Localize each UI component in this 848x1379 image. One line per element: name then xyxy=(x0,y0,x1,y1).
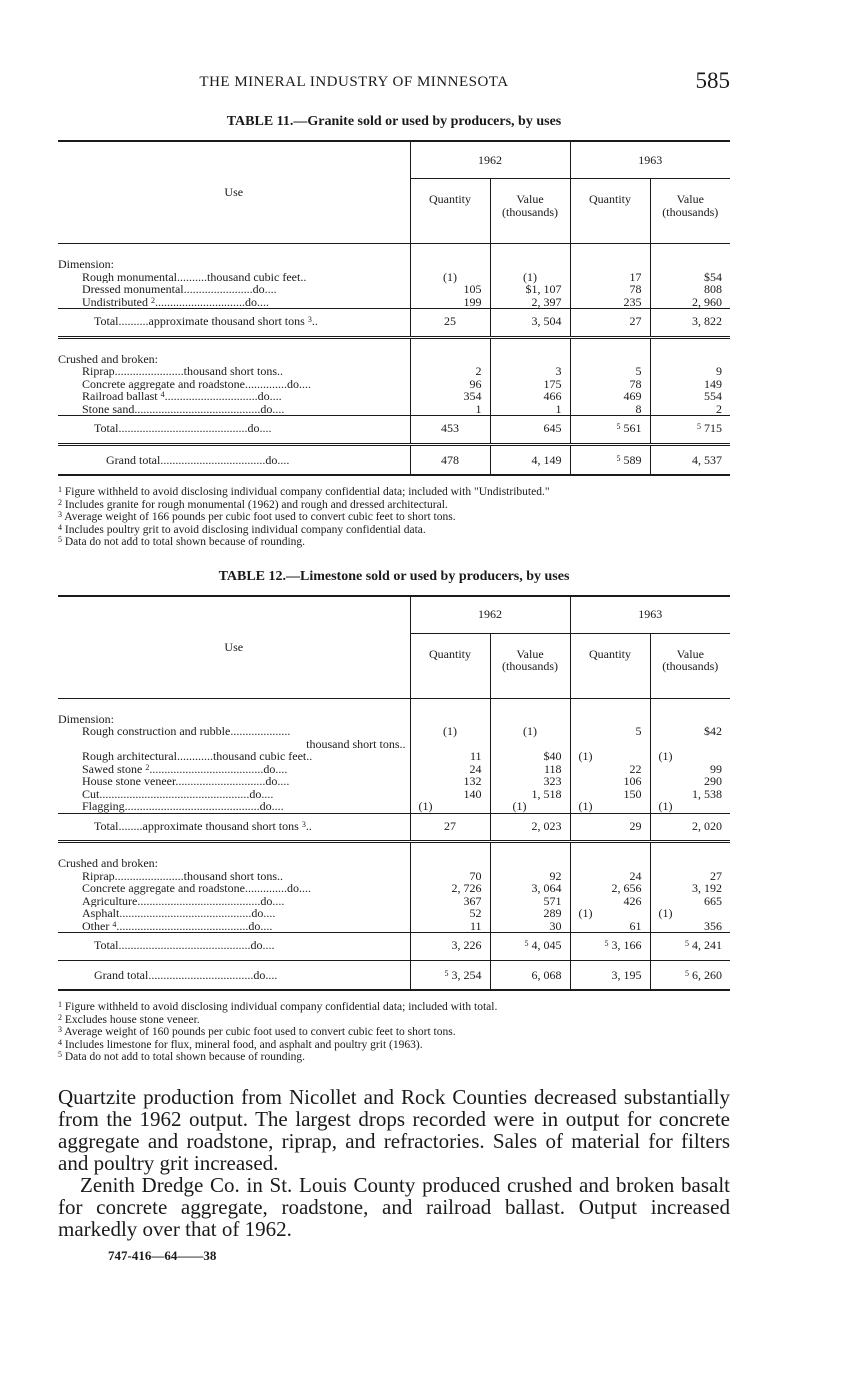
table-row: Riprap.......................thousand short tons.. 2 3 5 9 xyxy=(58,365,730,378)
cell: 140 xyxy=(463,786,482,801)
cell: 4, 149 xyxy=(531,452,562,467)
table-row: Rough construction and rubble.................... (1) (1) 5 $42 xyxy=(58,725,730,738)
row-label: Railroad ballast xyxy=(82,390,158,403)
cell: 149 xyxy=(704,376,722,391)
row-label: Flagging xyxy=(82,800,125,813)
cell: 2, 397 xyxy=(531,294,562,309)
row-label: Cut xyxy=(82,787,100,800)
footnote-ref: 4 xyxy=(160,390,165,399)
cell: 27 xyxy=(629,314,642,328)
cell: 3, 254 xyxy=(451,967,482,982)
cell: 356 xyxy=(704,918,722,933)
cell: (1) xyxy=(658,799,673,813)
row-unit: do xyxy=(248,919,261,933)
table-row xyxy=(58,698,730,725)
footnote: $^4$ Includes poultry grit to avoid disclosing individual company confidential data. xyxy=(58,522,426,536)
cell: 2 xyxy=(716,401,722,416)
table-12 xyxy=(58,595,730,992)
footnote: $^2$ Excludes house stone veneer. xyxy=(58,1012,200,1026)
cell: 571 xyxy=(543,893,562,908)
footnote: $^3$ Average weight of 166 pounds per cubic foot used to convert cubic feet to short tons. xyxy=(58,510,456,523)
table-row: Concrete aggregate and roadstone..............do.... 2, 726 3, 064 2, 656 3, 192 xyxy=(58,882,730,895)
row-label: Rough construction and rubble xyxy=(82,725,231,738)
cell: 3 xyxy=(555,364,562,378)
cell: 554 xyxy=(704,389,722,403)
cell: 22 xyxy=(629,761,642,776)
row-unit: do xyxy=(265,452,278,467)
section-label: Dimension: xyxy=(58,257,114,271)
cell: 132 xyxy=(463,774,482,788)
cell: 561 xyxy=(623,421,642,435)
paragraph: Zenith Dredge Co. in St. Louis County produced crushed and broken basalt for concrete aggregate, roadstone, and railroad ballast. Output increased markedly over that of 1962. xyxy=(58,1172,730,1241)
running-head-title: THE MINERAL INDUSTRY OF MINNESOTA xyxy=(199,74,509,90)
footnote-ref: 5 xyxy=(524,939,529,948)
footnote: $^5$ Data do not add to total shown because of rounding. xyxy=(58,535,306,548)
table-11-header-use: Use xyxy=(58,141,410,244)
cell: 17 xyxy=(629,269,642,284)
cell: 589 xyxy=(623,452,642,467)
row-label: Total xyxy=(94,818,119,833)
cell: 27 xyxy=(710,868,722,883)
footnote: $^3$ Average weight of 160 pounds per cubic foot used to convert cubic feet to short tons. xyxy=(58,1025,456,1038)
cell: 27 xyxy=(444,818,456,833)
row-label: House stone veneer xyxy=(82,775,176,788)
table-row-total: Total...........................................do.... 453 645 $^5$ 561 $^5$ 715 xyxy=(58,416,730,445)
table-row: thousand short tons.. xyxy=(58,738,730,751)
row-unit: do xyxy=(245,295,257,309)
row-label: Asphalt xyxy=(82,907,120,920)
cell: 235 xyxy=(623,294,642,309)
table-row xyxy=(58,244,730,271)
cell: 323 xyxy=(543,774,562,788)
row-label: Sawed stone xyxy=(82,762,143,775)
table-row: Stone sand..........................................do.... 1 1 8 2 xyxy=(58,403,730,416)
row-unit: do xyxy=(259,800,272,813)
row-label: Grand total xyxy=(94,967,149,982)
cell: (1) xyxy=(418,799,433,813)
row-unit: do xyxy=(252,283,265,296)
table-row: Agriculture.........................................do.... 367 571 426 665 xyxy=(58,895,730,908)
footnote-ref: 5 xyxy=(685,939,689,948)
cell: 78 xyxy=(629,282,642,296)
footnote-ref: 3 xyxy=(307,315,312,324)
cell: 715 xyxy=(704,421,722,435)
cell: 466 xyxy=(543,389,562,403)
table-11-header-value: Value (thousands) xyxy=(490,179,570,244)
table-row: Concrete aggregate and roadstone..............do.... 96 175 78 149 xyxy=(58,378,730,391)
cell: 6, 068 xyxy=(531,967,562,982)
cell: 118 xyxy=(543,761,562,776)
cell: (1) xyxy=(443,724,457,738)
row-unit: do xyxy=(257,390,270,403)
cell: 354 xyxy=(463,389,482,403)
cell: 665 xyxy=(704,893,722,908)
table-row: Rough monumental..........thousand cubic feet.. (1) (1) 17 $54 xyxy=(58,271,730,284)
footnote-ref: 5 xyxy=(444,968,449,978)
table-11-header-1963: 1963 xyxy=(570,141,730,179)
cell: $1, 107 xyxy=(525,282,562,296)
cell: $42 xyxy=(704,724,722,738)
table-11-title: TABLE 11.—Granite sold or used by producers, by uses xyxy=(226,114,562,129)
cell: 6, 260 xyxy=(692,967,722,982)
cell: 25 xyxy=(444,314,456,328)
section-label: Crushed and broken: xyxy=(58,351,158,365)
cell: (1) xyxy=(523,269,537,284)
row-label: Dressed monumental xyxy=(82,283,184,296)
cell: 4, 045 xyxy=(531,938,562,952)
cell: 150 xyxy=(623,786,642,801)
cell: 2, 726 xyxy=(451,881,482,895)
table-12-footnotes xyxy=(58,1001,730,1064)
footnote-ref: 5 xyxy=(604,939,609,948)
cell: 24 xyxy=(469,761,482,776)
table-12-header-quantity: Quantity xyxy=(570,633,650,698)
table-row-grand-total: Grand total...................................do.... $^5$ 3, 254 6, 068 3, 195 $^5$ 6, 260 xyxy=(58,960,730,990)
cell: 3, 504 xyxy=(531,314,562,328)
cell: 61 xyxy=(629,918,642,933)
row-unit: thousand short tons xyxy=(306,737,400,750)
row-unit: do xyxy=(263,762,276,775)
table-row: Other $^4$............................................do.... 11 30 61 356 xyxy=(58,920,730,933)
cell: 1, 538 xyxy=(692,786,722,801)
footnote-ref: 2 xyxy=(145,762,150,772)
row-unit: do xyxy=(250,938,263,952)
table-row-grand-total: Grand total...................................do.... 478 4, 149 $^5$ 589 4, 537 xyxy=(58,444,730,475)
cell: 453 xyxy=(441,421,459,435)
cell: 29 xyxy=(629,818,642,833)
cell: $54 xyxy=(704,269,722,284)
footnote: $^5$ Data do not add to total shown because of rounding. xyxy=(58,1050,306,1063)
document-page xyxy=(58,68,730,1264)
cell: 3, 226 xyxy=(451,938,482,952)
cell: 478 xyxy=(441,452,459,467)
cell: 52 xyxy=(469,906,482,920)
table-row: Undistributed $^2$..............................do.... 199 2, 397 235 2, 960 xyxy=(58,296,730,309)
row-label: Total xyxy=(94,938,119,952)
table-11-header-1962: 1962 xyxy=(410,141,570,179)
table-12-header-1962: 1962 xyxy=(410,596,570,634)
body-text xyxy=(58,1086,730,1240)
footnote-ref: 5 xyxy=(685,968,689,978)
cell: 5 xyxy=(635,364,642,378)
cell: (1) xyxy=(512,799,527,813)
cell: 8 xyxy=(635,401,642,416)
row-unit: do xyxy=(253,967,266,982)
row-unit: thousand short tons xyxy=(183,365,278,378)
cell: 30 xyxy=(549,918,562,933)
row-label: Other xyxy=(82,919,110,933)
row-unit: do xyxy=(260,894,273,907)
table-12-title: TABLE 12.—Limestone sold or used by producers, by uses xyxy=(218,568,570,584)
table-12-header-value: Value (thousands) xyxy=(650,633,730,698)
table-row xyxy=(58,842,730,870)
cell: (1) xyxy=(578,799,593,813)
cell: 1 xyxy=(475,401,482,416)
row-label: Riprap xyxy=(82,869,115,882)
footnote-ref: 5 xyxy=(616,453,621,463)
section-label: Dimension: xyxy=(58,711,114,725)
cell: 24 xyxy=(629,868,642,883)
cell: 3, 195 xyxy=(611,967,642,982)
row-unit: do xyxy=(286,882,299,895)
cell: 175 xyxy=(543,376,562,391)
row-label: Rough monumental xyxy=(82,270,177,283)
cell: 2, 023 xyxy=(531,818,562,833)
cell: 4, 537 xyxy=(692,452,722,467)
cell: 96 xyxy=(469,376,482,391)
cell: 106 xyxy=(623,774,642,788)
cell: (1) xyxy=(578,749,593,763)
cell: 11 xyxy=(469,918,482,933)
row-label: Agriculture xyxy=(82,894,138,907)
table-11-header-quantity: Quantity xyxy=(410,179,490,244)
cell: 2, 656 xyxy=(611,881,642,895)
table-row-total: Total..........approximate thousand short tons $^3$.. 25 3, 504 27 3, 822 xyxy=(58,309,730,338)
cell: 70 xyxy=(469,868,482,883)
footnote-ref: 4 xyxy=(112,919,117,929)
row-unit: approximate thousand short tons xyxy=(148,314,305,328)
cell: (1) xyxy=(658,906,673,920)
cell: 92 xyxy=(549,868,562,883)
row-label: Grand total xyxy=(106,452,161,467)
table-row: Riprap.......................thousand short tons.. 70 92 24 27 xyxy=(58,870,730,883)
cell: $40 xyxy=(543,749,562,763)
cell: 645 xyxy=(543,421,562,435)
table-row: Asphalt............................................do.... 52 289 (1) (1) xyxy=(58,907,730,920)
row-label: Total xyxy=(94,421,119,435)
footnote: $^1$ Figure withheld to avoid disclosing individual company confidential data; included with total. xyxy=(58,1000,498,1013)
print-code: 747-416—64——38 xyxy=(108,1247,217,1263)
row-unit: do xyxy=(247,421,260,435)
cell: 99 xyxy=(710,761,722,776)
cell: 78 xyxy=(629,376,642,391)
row-unit: do xyxy=(265,775,278,788)
table-row xyxy=(58,337,730,365)
row-unit: approximate thousand short tons xyxy=(142,818,299,833)
cell: 4, 241 xyxy=(692,938,722,952)
table-row: Sawed stone $^2$......................................do.... 24 118 22 99 xyxy=(58,763,730,776)
row-unit: thousand cubic feet xyxy=(207,270,301,283)
footnote: $^4$ Includes limestone for flux, mineral food, and asphalt and poultry grit (1963). xyxy=(58,1037,423,1051)
cell: 3, 822 xyxy=(692,314,722,328)
footnote-ref: 5 xyxy=(697,422,701,431)
footnote-ref: 3 xyxy=(301,819,306,829)
table-11-header-value: Value (thousands) xyxy=(650,179,730,244)
table-11-header-quantity: Quantity xyxy=(570,179,650,244)
row-label: Concrete aggregate and roadstone xyxy=(82,882,245,895)
table-row: Dressed monumental.......................do.... 105 $1, 107 78 808 xyxy=(58,283,730,296)
cell: (1) xyxy=(523,724,537,738)
page-number: 585 xyxy=(695,68,730,93)
row-unit: thousand cubic feet xyxy=(212,750,307,763)
cell: 3, 192 xyxy=(692,881,722,895)
row-unit: do xyxy=(249,787,262,800)
footnote: $^2$ Includes granite for rough monumental (1962) and rough and dressed architectural. xyxy=(58,497,448,511)
row-label: Riprap xyxy=(82,365,115,378)
cell: 1 xyxy=(555,401,562,416)
cell: 1, 518 xyxy=(531,786,562,801)
cell: 105 xyxy=(463,282,482,296)
cell: 3, 166 xyxy=(611,938,642,952)
cell: 808 xyxy=(704,282,722,296)
cell: 5 xyxy=(635,724,642,738)
section-label: Crushed and broken: xyxy=(58,856,158,870)
table-row: Cut..................................................do.... 140 1, 518 150 1, 538 xyxy=(58,788,730,801)
row-label: Rough architectural xyxy=(82,750,177,763)
cell: 2, 960 xyxy=(692,294,722,309)
cell: 2, 020 xyxy=(692,818,722,833)
table-12-header-value: Value (thousands) xyxy=(490,633,570,698)
row-unit: do xyxy=(286,377,299,390)
cell: 289 xyxy=(543,906,562,920)
row-label: Undistributed xyxy=(82,295,148,309)
row-unit: do xyxy=(251,907,264,920)
table-11 xyxy=(58,140,730,476)
table-row: Flagging.............................................do.... (1) (1) (1) (1) xyxy=(58,800,730,813)
table-row: House stone veneer..............................do.... 132 323 106 290 xyxy=(58,775,730,788)
table-row: Railroad ballast $^4$...............................do.... 354 466 469 554 xyxy=(58,390,730,403)
table-12-header-quantity: Quantity xyxy=(410,633,490,698)
row-label: Stone sand xyxy=(82,402,135,416)
table-12-header-1963: 1963 xyxy=(570,596,730,634)
cell: 2 xyxy=(475,364,482,378)
cell: 367 xyxy=(463,893,482,908)
row-label: Total xyxy=(94,314,119,328)
cell: (1) xyxy=(658,749,673,763)
row-unit: thousand short tons xyxy=(183,869,278,882)
row-label: Concrete aggregate and roadstone xyxy=(82,377,245,390)
cell: 3, 064 xyxy=(531,881,562,895)
cell: 426 xyxy=(623,893,642,908)
row-unit: do xyxy=(260,402,273,416)
cell: 469 xyxy=(623,389,642,403)
cell: 11 xyxy=(469,749,482,763)
cell: 199 xyxy=(463,294,482,309)
running-head xyxy=(58,68,730,98)
footnote-ref: 2 xyxy=(151,295,155,305)
cell: 290 xyxy=(704,774,722,788)
table-row-total: Total........approximate thousand short tons $^3$.. 27 2, 023 29 2, 020 xyxy=(58,813,730,842)
footnote: $^1$ Figure withheld to avoid disclosing individual company confidential data; included with "Undistributed." xyxy=(58,485,550,498)
cell: (1) xyxy=(578,906,593,920)
cell: 9 xyxy=(716,364,722,378)
table-row-total: Total............................................do.... 3, 226 $^5$ 4, 045 $^5$ 3, 166 $^5$ 4, 241 xyxy=(58,933,730,961)
cell: (1) xyxy=(443,269,457,284)
table-11-footnotes xyxy=(58,486,730,549)
table-12-header-use: Use xyxy=(58,596,410,699)
table-row: Rough architectural............thousand cubic feet.. 11 $40 (1) (1) xyxy=(58,750,730,763)
footnote-ref: 5 xyxy=(616,422,621,431)
paragraph: Quartzite production from Nicollet and Rock Counties decreased substantially from the 1962 output. The largest drops recorded were in output for concrete aggregate and roadstone, riprap, and refractories. Sales of material for filters and poultry grit increased. xyxy=(58,1084,730,1175)
